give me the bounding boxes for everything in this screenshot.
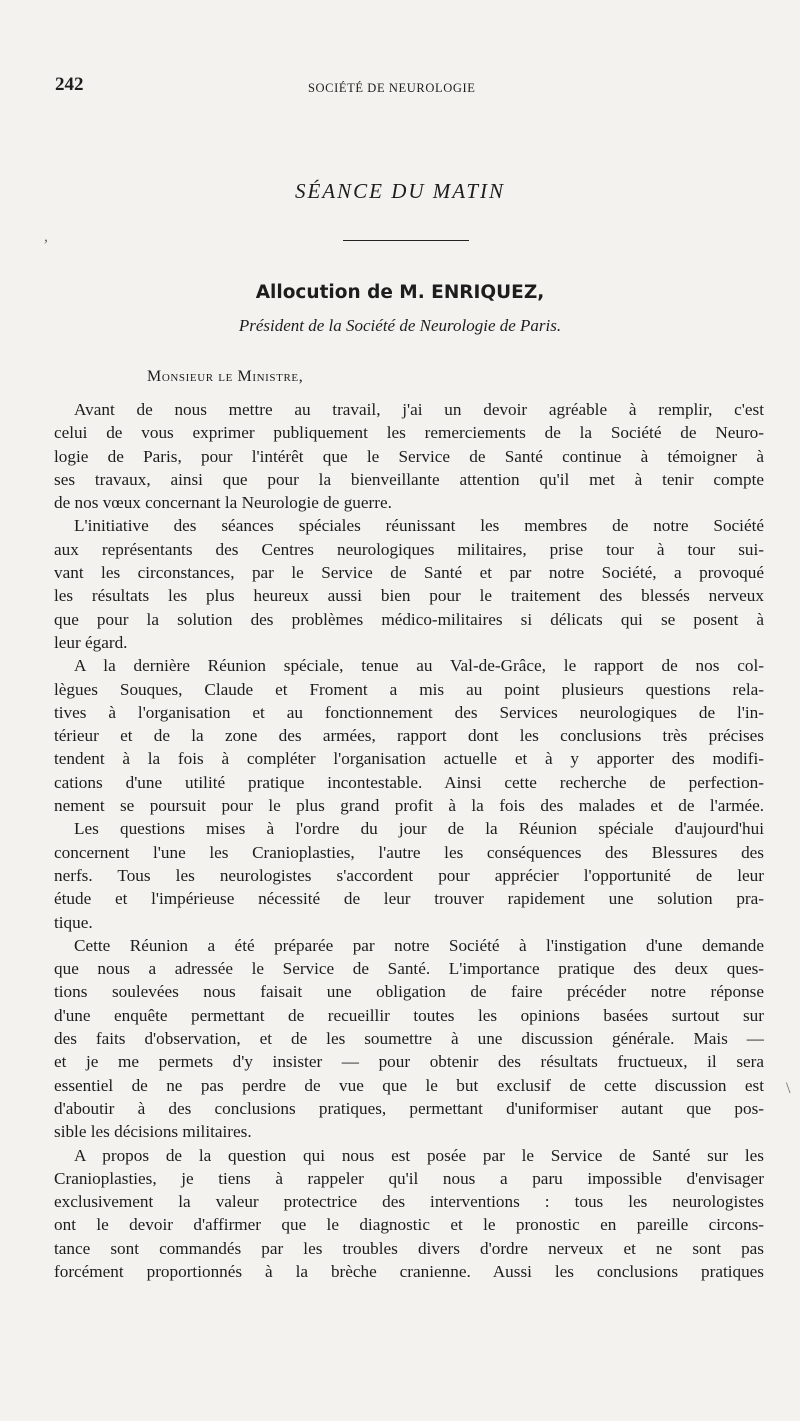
text-line: forcément proportionnés à la brèche cranienne. Aussi les conclusions pratiques [54,1261,764,1281]
running-head: SOCIÉTÉ DE NEUROLOGIE [308,81,476,95]
text-line: étude et l'impérieuse nécessité de leur trouver rapidement une solution pra- [54,889,764,909]
body-text [54,398,764,1283]
title-divider [343,240,469,241]
text-line: que nous a adressée le Service de Santé. L'importance pratique des deux ques- [54,959,764,979]
margin-mark: \ [786,1080,791,1097]
text-line: les résultats les plus heureux aussi bien pour le traitement des blessés nerveux [54,586,764,606]
text-line: L'initiative des séances spéciales réunissant les membres de notre Société [74,516,764,536]
salutation: Monsieur le Ministre, [147,368,304,385]
text-line: Avant de nous mettre au travail, j'ai un devoir agréable à remplir, c'est [74,400,764,419]
text-line: tique. [54,912,93,932]
text-line: tance sont commandés par les troubles divers d'ordre nerveux et ne sont pas [54,1238,764,1258]
text-line: d'aboutir à des conclusions pratiques, permettant d'uniformiser autant que pos- [54,1098,764,1118]
text-line: essentiel de ne pas perdre de vue que le but exclusif de cette discussion est [54,1075,764,1095]
text-line: A la dernière Réunion spéciale, tenue au Val-de-Grâce, le rapport de nos col- [74,656,764,676]
margin-mark: , [44,228,48,245]
text-line: exclusivement la valeur protectrice des interventions : tous les neurologistes [54,1192,764,1212]
session-title: SÉANCE DU MATIN [294,179,506,203]
text-line: cations d'une utilité pratique incontestable. Ainsi cette recherche de perfection- [54,772,764,792]
text-line: nerfs. Tous les neurologistes s'accordent pour apprécier l'opportunité de leur [54,865,764,885]
text-line: tendent à la fois à compléter l'organisation actuelle et à y apporter des modifi- [54,749,764,769]
text-line: térieur et de la zone des armées, rapport dont les conclusions très précises [54,726,764,746]
text-line: logie de Paris, pour l'intérêt que le Service de Santé continue à témoigner à [54,446,764,466]
text-line: ont le devoir d'affirmer que le diagnostic et le pronostic en pareille circons- [54,1215,764,1235]
text-line: Cette Réunion a été préparée par notre Société à l'instigation d'une demande [74,935,764,955]
text-line: de nos vœux concernant la Neurologie de guerre. [54,493,392,513]
text-line: Les questions mises à l'ordre du jour de la Réunion spéciale d'aujourd'hui [74,819,764,839]
text-line: d'une enquête permettant de recueillir toutes les opinions basées surtout sur [54,1005,764,1025]
text-line: que pour la solution des problèmes médico-militaires si délicats qui se posent à [54,609,764,629]
text-line: nement se poursuit pour le plus grand profit à la fois des malades et de l'armée. [54,796,764,816]
speech-title: Allocution de M. ENRIQUEZ, [255,282,545,303]
speech-subtitle: Président de la Société de Neurologie de Paris. [238,316,562,335]
text-line: A propos de la question qui nous est posée par le Service de Santé sur les [74,1145,764,1165]
text-line: vant les circonstances, par le Service de Santé et par notre Société, a provoqué [54,563,764,583]
text-line: tives à l'organisation et au fonctionnement des Services neurologiques de l'in- [54,702,764,722]
text-line: celui de vous exprimer publiquement les remerciements de la Société de Neuro- [54,423,764,443]
text-line: concernent l'une les Cranioplasties, l'autre les conséquences des Blessures des [54,842,764,862]
text-line: tions soulevées nous faisait une obligation de faire précéder notre réponse [54,982,764,1002]
text-line: leur égard. [54,632,128,652]
text-line: aux représentants des Centres neurologiques militaires, prise tour à tour sui- [54,539,764,559]
page-number: 242 [55,74,84,95]
text-line: des faits d'observation, et de les soumettre à une discussion générale. Mais — [54,1029,764,1049]
text-line: lègues Souques, Claude et Froment a mis au point plusieurs questions rela- [54,679,764,699]
text-line: sible les décisions militaires. [54,1122,252,1142]
text-line: Cranioplasties, je tiens à rappeler qu'il nous a paru impossible d'envisager [54,1168,764,1188]
text-line: et je me permets d'y insister — pour obtenir des résultats fructueux, il sera [54,1052,764,1072]
text-line: ses travaux, ainsi que pour la bienveillante attention qu'il met à tenir compte [54,469,764,489]
